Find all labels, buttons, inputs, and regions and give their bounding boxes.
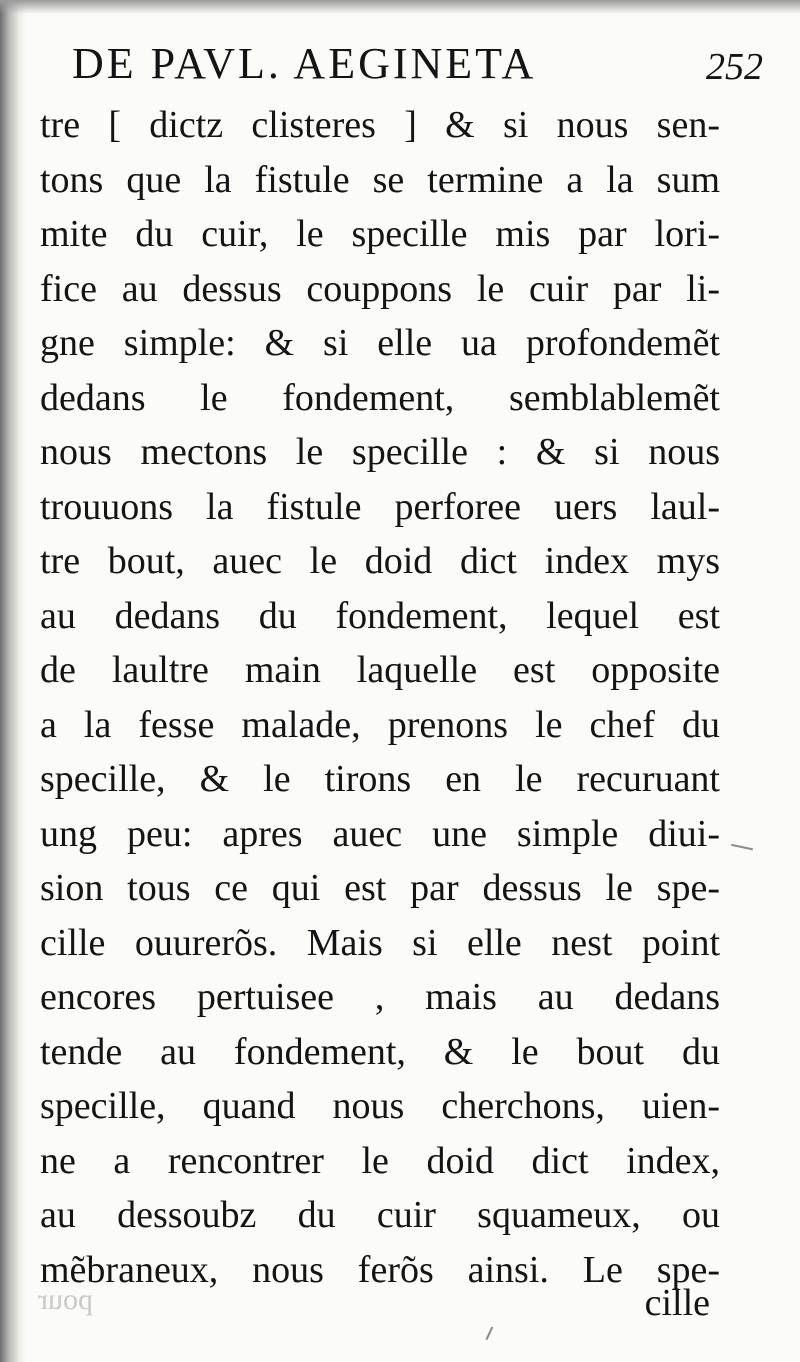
text-line: trouuons la fistule perforee uers laul- (40, 485, 720, 528)
text-line: tre bout, auec le doid dict index mys (40, 540, 720, 582)
text-line: a la fesse malade, prenons le chef du (40, 703, 720, 746)
top-edge-shadow (0, 0, 800, 14)
text-line: au dessoubz du cuir squameux, ou (40, 1194, 720, 1236)
running-head: DE PAVL. AEGINETA (72, 39, 537, 88)
text-line: au dedans du fondement, lequel est (40, 594, 720, 637)
text-line: encores pertuisee , mais au dedans (40, 976, 720, 1018)
text-line: tre [ dictz clisteres ] & si nous sen- (40, 104, 720, 146)
text-line: mẽbraneux, nous ferõs ainsi. Le spe- (40, 1248, 720, 1291)
text-line: nous mectons le specille : & si nous (40, 431, 720, 473)
text-line: tons que la fistule se termine a la sum (40, 158, 720, 201)
text-line: specille, & le tirons en le recuruant (40, 758, 720, 800)
text-line: sion tous ce qui est par dessus le spe- (40, 867, 720, 909)
page-number: 252 (706, 46, 763, 88)
margin-mark (486, 1327, 501, 1344)
text-line: cille ouurerõs. Mais si elle nest point (40, 921, 720, 964)
text-line: mite du cuir, le specille mis par lori- (40, 213, 720, 255)
bleed-through-text: pour (38, 1283, 93, 1316)
text-line: tende au fondement, & le bout du (40, 1030, 720, 1073)
text-line: specille, quand nous cherchons, uien- (40, 1085, 720, 1127)
text-line: dedans le fondement, semblablemẽt (40, 376, 720, 419)
margin-mark (729, 844, 753, 860)
text-line: fice au dessus couppons le cuir par li- (40, 267, 720, 310)
text-block (40, 98, 720, 1297)
text-line: gne simple: & si elle ua profondemẽt (40, 322, 720, 364)
text-line: ne a rencontrer le doid dict index, (40, 1139, 720, 1182)
gutter-shadow (0, 0, 26, 1362)
text-line: de laultre main laquelle est opposite (40, 649, 720, 691)
catchword: cille (644, 1282, 710, 1324)
text-line: ung peu: apres auec une simple diui- (40, 812, 720, 855)
